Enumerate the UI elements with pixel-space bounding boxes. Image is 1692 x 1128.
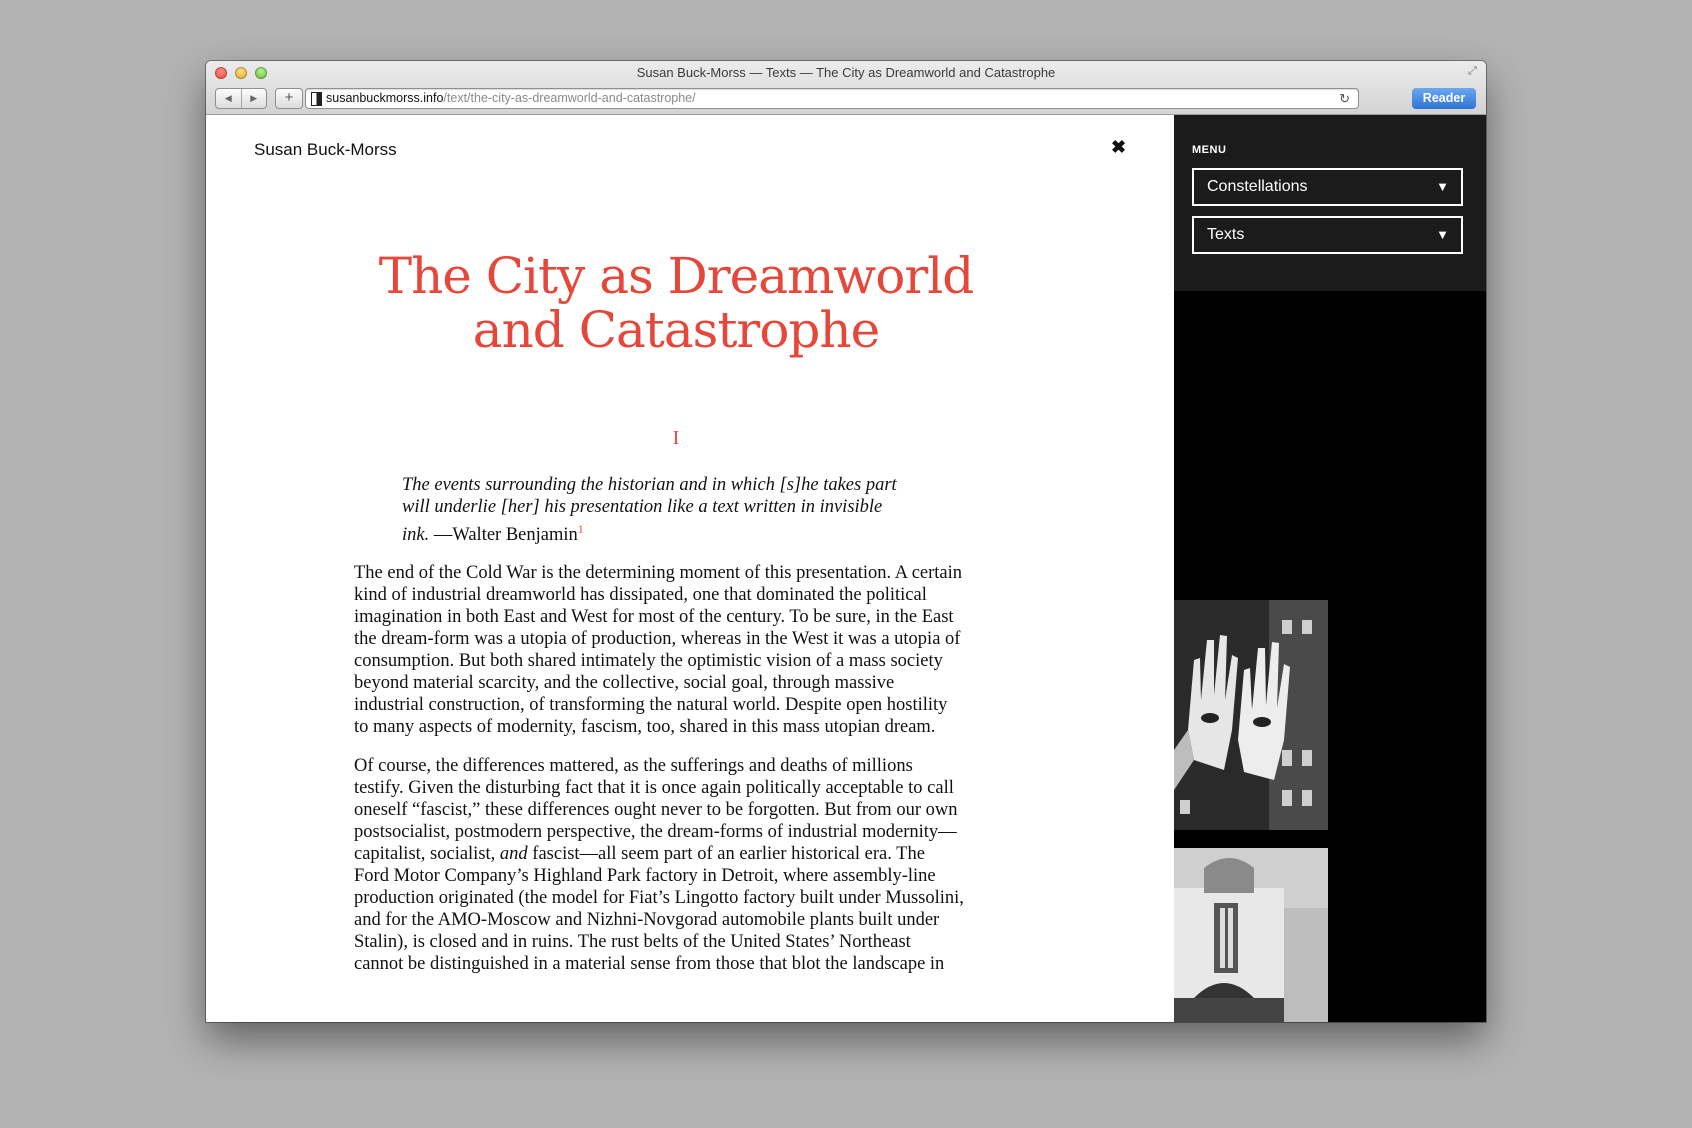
thumbnail-hands-image[interactable] [1174, 600, 1328, 830]
chevron-down-icon: ▼ [1436, 179, 1449, 194]
paragraph-2-italic: and [499, 844, 528, 864]
browser-window [206, 61, 1486, 1022]
article-body [354, 562, 964, 992]
paragraph-2-part-a: Of course, the differences mattered, as the sufferings and deaths of millions testify. Given the disturbing fact that it is once again politically acceptable to call oneself “fascist,” these differences ought never to be forgotten. But from our own postsocialist, postmodern perspective, the dream-forms of industrial modernity—capitalist, socialist, [354, 756, 958, 864]
window-title: Susan Buck-Morss — Texts — The City as Dreamworld and Catastrophe [636, 65, 1056, 80]
menu-label: MENU [1192, 144, 1227, 156]
forward-arrow-icon[interactable]: ▶ [241, 89, 267, 108]
constellations-dropdown[interactable] [1192, 168, 1463, 206]
reader-button[interactable]: Reader [1412, 88, 1476, 109]
constellations-dropdown-label: Constellations [1207, 178, 1308, 195]
epigraph-quote: The events surrounding the historian and in which [s]he takes part will underlie [her] his presentation like a text written in invisible ink. [402, 475, 897, 546]
hands-photo [1174, 600, 1328, 830]
page-icon [311, 92, 322, 106]
chevron-down-icon: ▼ [1436, 227, 1449, 242]
history-nav [215, 88, 267, 109]
epigraph [402, 474, 902, 546]
sidebar [1174, 115, 1486, 1022]
section-numeral: I [672, 427, 680, 449]
thumbnail-building-image[interactable] [1174, 848, 1328, 1022]
paragraph-2-part-b: fascist—all seem part of an earlier historical era. The Ford Motor Company’s Highland Park factory in Detroit, where assembly-line production originated (the model for Fiat’s Lingotto factory built under Mussolini, and for the AMO-Moscow and Nizhni-Novgorad automobile plants built under Stalin), is closed and in ruins. The rust belts of the United States’ Northeast cannot be distinguished in a material sense from those that blot the landscape in [354, 844, 964, 974]
menu-panel [1174, 115, 1486, 291]
paragraph-1: The end of the Cold War is the determining moment of this presentation. A certain kind of industrial dreamworld has dissipated, one that dominated the political imagination in both East and West for most of the century. To be sure, in the East the dream-form was a utopia of production, whereas in the West it was a utopia of consumption. But both shared intimately the optimistic vision of a mass society beyond material scarcity, and the collective, social goal, through massive industrial construction, of transforming the natural world. Despite open hostility to many aspects of modernity, fascism, too, shared in this mass utopian dream. [354, 563, 963, 737]
building-photo [1174, 848, 1328, 1022]
footnote-link[interactable]: 1 [577, 522, 584, 536]
url-host: susanbuckmorss.info [326, 91, 444, 105]
browser-chrome [206, 61, 1486, 115]
address-bar[interactable] [305, 88, 1359, 109]
paragraph-2 [354, 755, 964, 975]
url-path: /text/the-city-as-dreamworld-and-catastrophe/ [443, 91, 696, 105]
page-viewport [206, 115, 1486, 1022]
back-arrow-icon[interactable]: ◀ [224, 93, 232, 103]
close-icon[interactable]: ✖ [1111, 137, 1127, 157]
fullscreen-icon[interactable]: ⤢ [1468, 65, 1477, 77]
texts-dropdown[interactable] [1192, 216, 1463, 254]
texts-dropdown-label: Texts [1207, 226, 1245, 243]
title-line-1: The City as Dreamworld [378, 247, 974, 305]
reload-icon[interactable]: ↻ [1339, 91, 1350, 106]
article-title [326, 249, 1026, 357]
url-text [326, 89, 696, 108]
new-tab-button[interactable]: + [275, 88, 303, 109]
site-name-link[interactable]: Susan Buck-Morss [254, 140, 397, 159]
title-line-2: and Catastrophe [472, 301, 880, 359]
epigraph-attribution: —Walter Benjamin [429, 525, 578, 546]
